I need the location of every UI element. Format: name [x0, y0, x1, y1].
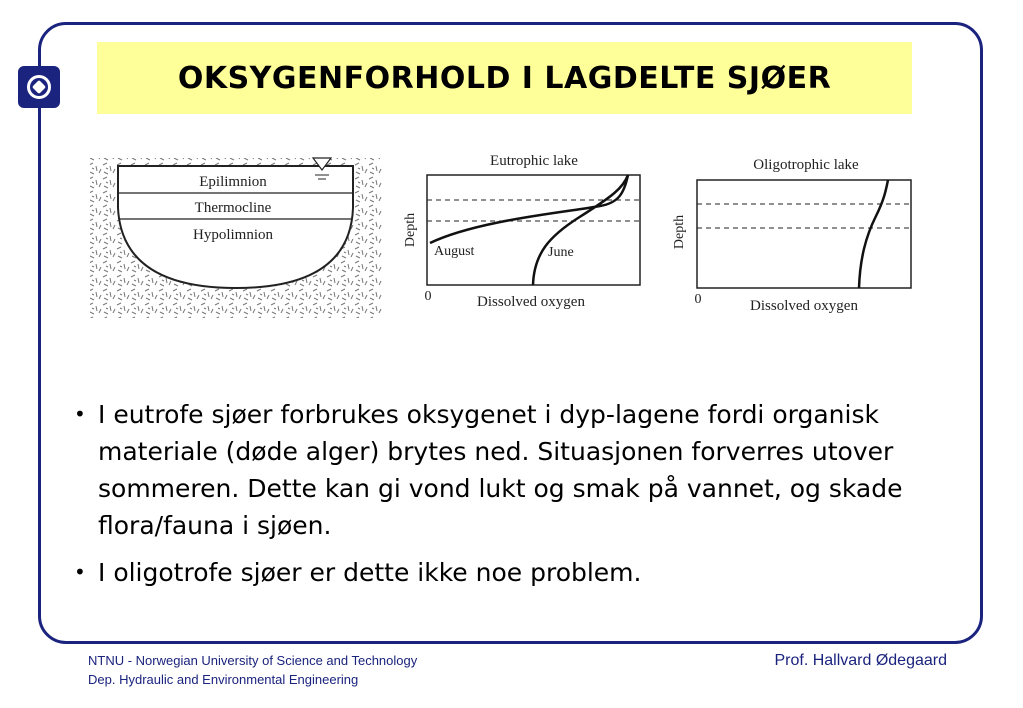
layer-thermocline: Thermocline [194, 200, 272, 216]
oligotrophic-ylabel: Depth [672, 214, 687, 250]
eutrophic-ylabel: Depth [403, 212, 418, 248]
june-label: June [548, 245, 574, 260]
bullet-list [68, 396, 978, 601]
august-curve [430, 175, 628, 243]
oligotrophic-lake-plot [672, 157, 911, 314]
layer-epilimnion: Epilimnion [199, 174, 267, 190]
oligotrophic-xlabel: Dissolved oxygen [750, 298, 858, 314]
oligotrophic-curve [859, 180, 888, 288]
footer-department: Dep. Hydraulic and Environmental Engineering [88, 672, 359, 687]
eutrophic-title: Eutrophic lake [490, 153, 578, 169]
footer-institution [88, 651, 417, 689]
oligotrophic-origin: 0 [694, 292, 702, 307]
bullet-item: • I oligotrofe sjøer er dette ikke noe problem. [68, 554, 978, 591]
footer-author: Prof. Hallvard Ødegaard [774, 652, 947, 669]
lake-cross-section [90, 158, 382, 318]
eutrophic-xlabel: Dissolved oxygen [477, 294, 585, 310]
slide-title: OKSYGENFORHOLD I LAGDELTE SJØER [177, 60, 832, 96]
eutrophic-origin: 0 [424, 289, 432, 304]
oligotrophic-title: Oligotrophic lake [753, 157, 859, 173]
august-label: August [434, 244, 475, 259]
layer-hypolimnion: Hypolimnion [192, 227, 274, 243]
june-curve [533, 175, 628, 285]
eutrophic-lake-plot [403, 153, 640, 310]
bullet-item: • I eutrofe sjøer forbrukes oksygenet i dyp-lagene fordi organisk materiale (døde alger) brytes ned. Situasjonen forverres utover sommeren. Dette kan gi vond lukt og smak på vannet, og skade flora/fauna i sjøen. [68, 396, 978, 544]
lake-stratification-figure [88, 148, 928, 323]
ntnu-logo-icon [18, 66, 60, 108]
title-box [97, 42, 912, 114]
footer-university: NTNU - Norwegian University of Science and Technology [88, 653, 418, 668]
